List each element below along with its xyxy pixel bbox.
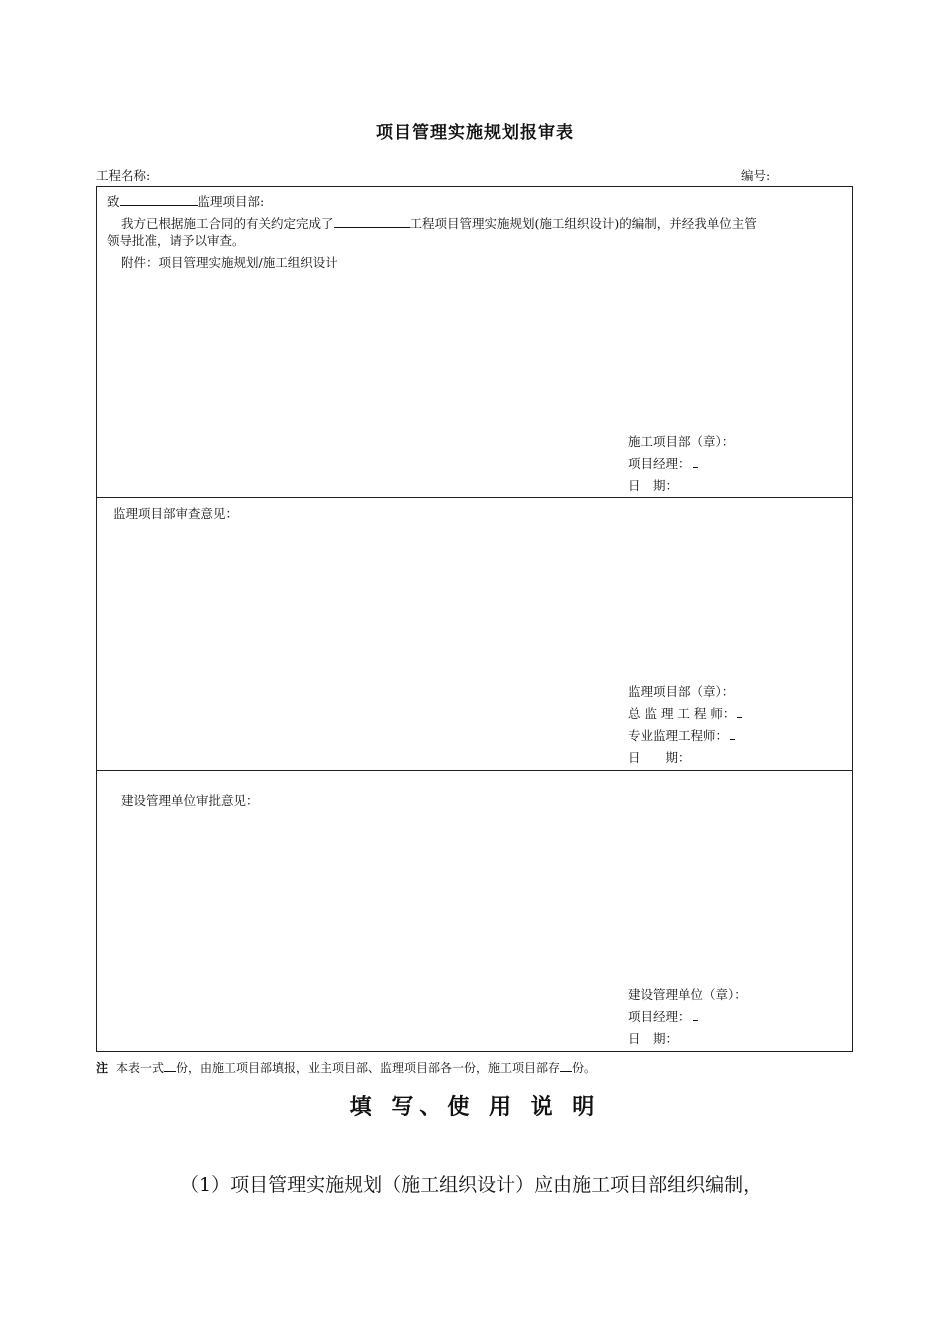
kept-copies-blank[interactable] [560,1061,572,1072]
attachment-line: 附件：项目管理实施规划/施工组织设计 [121,255,338,270]
contractor-signature-block [628,431,734,497]
approval-form-table [96,186,853,1052]
supervision-date: 日 期： [628,750,691,765]
body-line-1-a: 我方已根据施工合同的有关约定完成了 [121,216,334,231]
specialist-engineer-line [628,725,742,747]
specialist-engineer-label: 专业监理工程师： [628,728,729,743]
contractor-manager-blank[interactable] [693,457,698,468]
owner-approval-section [97,770,852,1050]
supervision-review-label: 监理项目部审查意见： [113,506,239,521]
project-blank[interactable] [334,215,410,228]
footnote-text-a: 本表一式 [116,1061,165,1075]
owner-approval-label: 建设管理单位审批意见： [121,793,259,808]
contractor-manager-line [628,453,734,475]
supervision-signature-block [628,681,742,769]
owner-date: 日 期： [628,1031,679,1046]
body-line-1 [121,215,757,233]
body-line-2: 领导批准，请予以审查。 [107,233,245,248]
project-name-label: 工程名称: [96,168,151,183]
supervision-dept-seal: 监理项目部（章）： [628,684,735,699]
chief-engineer-label: 总 监 理 工 程 师： [628,706,736,721]
instructions-title: 填 写、使 用 说 明 [349,1095,601,1120]
chief-engineer-blank[interactable] [737,707,742,718]
addressee-blank[interactable] [120,193,198,206]
supervision-review-section [97,497,852,771]
contractor-date: 日 期： [628,478,679,493]
copies-blank[interactable] [164,1061,176,1072]
addressee-prefix: 致 [107,194,120,209]
number-label: 编号: [741,168,771,183]
addressee-suffix: 监理项目部: [197,194,265,209]
instructions-paragraph-1: （1）项目管理实施规划（施工组织设计）应由施工项目部组织编制， [180,1174,763,1196]
owner-manager-label: 项目经理： [628,1009,691,1024]
form-title: 项目管理实施规划报审表 [376,123,574,143]
footnote [96,1059,596,1076]
footnote-text-c: 份。 [572,1061,597,1075]
specialist-engineer-blank[interactable] [730,729,735,740]
footnote-text-b: 份，由施工项目部填报，业主项目部、监理项目部各一份，施工项目部存 [176,1061,561,1075]
owner-signature-block [628,984,747,1050]
contractor-submission-section [97,187,852,498]
body-line-1-b: 工程项目管理实施规划(施工组织设计)的编制，并经我单位主管 [409,216,757,231]
chief-engineer-line [628,703,742,725]
contractor-dept-seal: 施工项目部（章）： [628,434,735,449]
owner-manager-line [628,1006,747,1028]
footnote-label: 注 [96,1061,109,1075]
addressee-line [107,193,264,211]
owner-dept-seal: 建设管理单位（章）： [628,987,747,1002]
contractor-manager-label: 项目经理： [628,456,691,471]
owner-manager-blank[interactable] [693,1010,698,1021]
